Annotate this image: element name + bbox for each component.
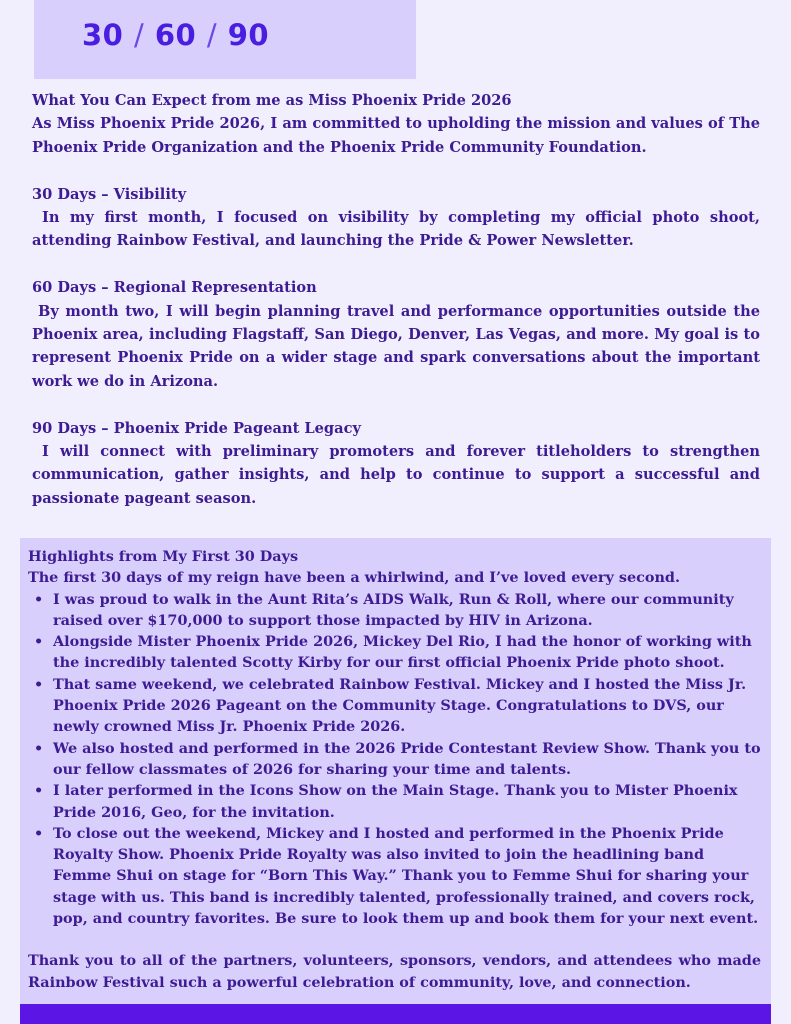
title-separator: /	[133, 18, 145, 52]
title-60: 60	[154, 18, 197, 52]
list-item: • To close out the weekend, Mickey and I hosted and performed in the Phoenix Pride Royalty Show. Phoenix Pride Royalty was also invited to join the headlining band Femme Shui on stage for “Born This Way.” Thank you to Femme Shui for sharing your stage with us. This band is incredibly talented, professionally trained, and covers rock, pop, and country favorites. Be sure to look them up and book them for your next event.	[53, 823, 761, 929]
highlights-intro: The first 30 days of my reign have been a whirlwind, and I’ve loved every second.	[28, 569, 680, 587]
section-30-heading: 30 Days – Visibility	[32, 185, 187, 203]
highlights-panel	[20, 538, 771, 1004]
intro-statement: As Miss Phoenix Pride 2026, I am committed to upholding the mission and values of The Phoenix Pride Organization and the Phoenix Pride Community Foundation.	[32, 115, 760, 156]
list-item: • We also hosted and performed in the 2026 Pride Contestant Review Show. Thank you to our fellow classmates of 2026 for sharing your time and talents.	[53, 738, 761, 781]
list-item: • That same weekend, we celebrated Rainbow Festival. Mickey and I hosted the Miss Jr. Phoenix Pride 2026 Pageant on the Community Stage. Congratulations to DVS, our newly crowned Miss Jr. Phoenix Pride 2026.	[53, 674, 761, 738]
page-title	[82, 18, 269, 52]
section-60-body: By month two, I will begin planning travel and performance opportunities outside the Phoenix area, including Flagstaff, San Diego, Denver, Las Vegas, and more. My goal is to represent Phoenix Pride on a wider stage and spark conversations about the important work we do in Arizona.	[32, 302, 760, 390]
section-60-heading: 60 Days – Regional Representation	[32, 279, 317, 297]
list-item: • I later performed in the Icons Show on the Main Stage. Thank you to Mister Phoenix Pride 2016, Geo, for the invitation.	[53, 780, 761, 823]
list-item: • I was proud to walk in the Aunt Rita’s AIDS Walk, Run & Roll, where our community raised over $170,000 to support those impacted by HIV in Arizona.	[53, 589, 761, 632]
footer-bar	[20, 1004, 771, 1024]
highlights-heading: Highlights from My First 30 Days	[28, 548, 299, 565]
list-item: • Alongside Mister Phoenix Pride 2026, Mickey Del Rio, I had the honor of working with the incredibly talented Scotty Kirby for our first official Phoenix Pride photo shoot.	[53, 631, 761, 674]
highlights-list	[28, 589, 761, 930]
title-90: 90	[227, 18, 270, 52]
title-30: 30	[82, 18, 124, 52]
section-90-body: I will connect with preliminary promoters and forever titleholders to strengthen communication, gather insights, and help to continue to support a successful and passionate pageant season.	[32, 443, 760, 507]
closing-thanks: Thank you to all of the partners, volunteers, sponsors, vendors, and attendees who made Rainbow Festival such a powerful celebration of community, love, and connection.	[28, 952, 761, 991]
intro-heading: What You Can Expect from me as Miss Phoenix Pride 2026	[32, 92, 512, 109]
title-separator: /	[206, 18, 218, 52]
section-90-heading: 90 Days – Phoenix Pride Pageant Legacy	[32, 419, 361, 437]
section-30-body: In my first month, I focused on visibility by completing my official photo shoot, attending Rainbow Festival, and launching the Pride & Power Newsletter.	[32, 209, 760, 250]
title-banner	[34, 0, 416, 79]
plan-section	[32, 89, 760, 510]
